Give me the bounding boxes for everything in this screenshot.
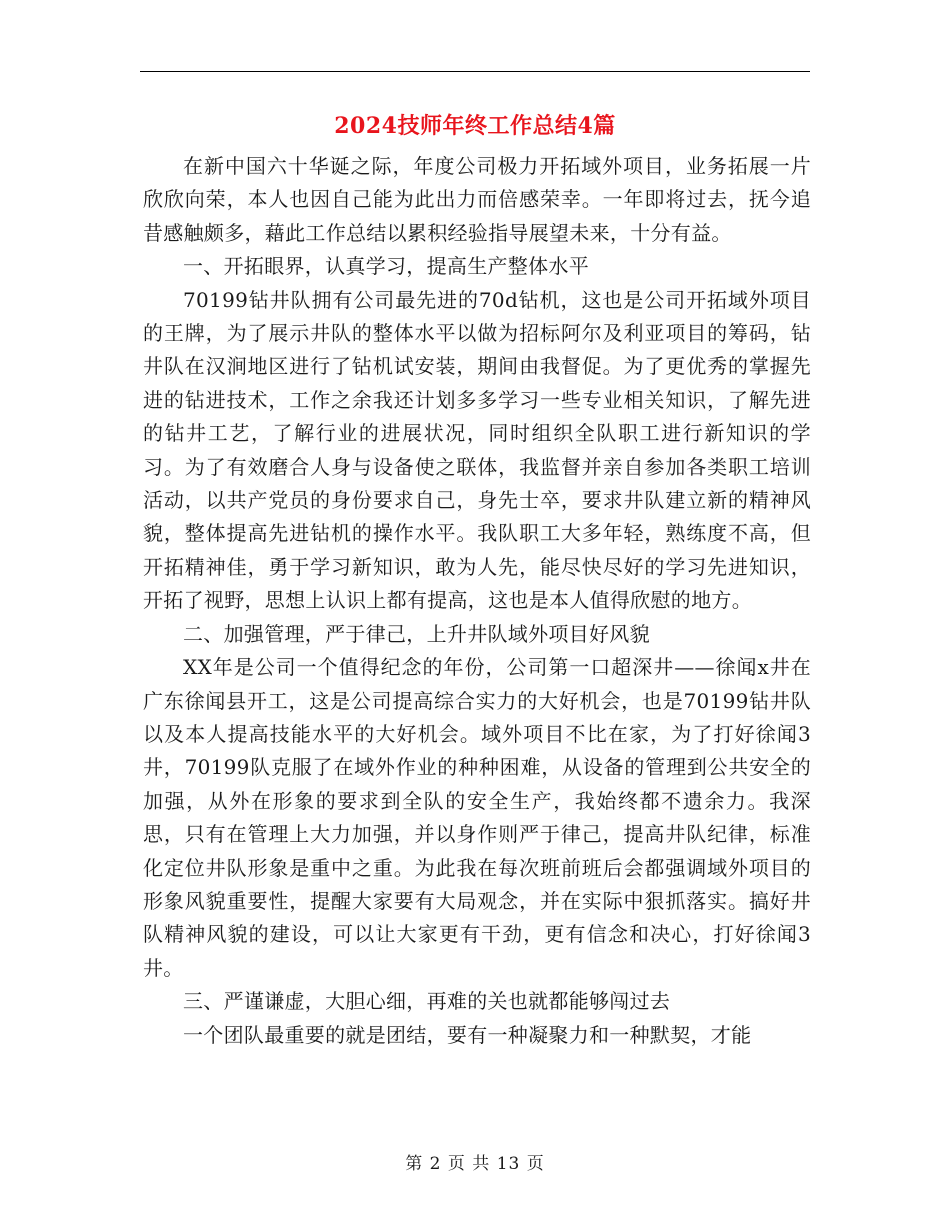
header-rule xyxy=(140,71,810,72)
section-1-paragraph: 70199钻井队拥有公司最先进的70d钻机，这也是公司开拓域外项目的王牌，为了展示井队的整体水平以做为招标阿尔及利亚项目的筹码，钻井队在汉涧地区进行了钻机试安装，期间由我督促。为了更优秀的掌握先进的钻进技术，工作之余我还计划多多学习一些专业相关知识，了解先进的钻井工艺，了解行业的进展状况，同时组织全队职工进行新知识的学习。为了有效磨合人身与设备使之联体，我监督并亲自参加各类职工培训活动，以共产党员的身份要求自己，身先士卒，要求井队建立新的精神风貌，整体提高先进钻机的操作水平。我队职工大多年轻，熟练度不高，但开拓精神佳，勇于学习新知识，敢为人先，能尽快尽好的学习先进知识，开拓了视野，思想上认识上都有提高，这也是本人值得欣慰的地方。 xyxy=(143,287,811,613)
footer-suffix: 页 xyxy=(526,1154,545,1174)
section-3-paragraph: 一个团队最重要的就是团结，要有一种凝聚力和一种默契，才能 xyxy=(183,1022,752,1047)
intro-paragraph: 在新中国六十华诞之际，年度公司极力开拓域外项目，业务拓展一片欣欣向荣，本人也因自己能为此出力而倍感荣幸。一年即将过去，抚今追昔感触颇多，藉此工作总结以累积经验指导展望未来，十分有益。 xyxy=(143,154,811,245)
page-footer xyxy=(140,1152,810,1176)
document-title: 2024技师年终工作总结4篇 xyxy=(334,113,616,139)
current-page-number: 2 xyxy=(429,1154,442,1174)
section-heading-3: 三、严谨谦虚，大胆心细，再难的关也就都能够闯过去 xyxy=(183,989,671,1014)
footer-prefix: 第 xyxy=(405,1154,424,1174)
section-2-paragraph: XX年是公司一个值得纪念的年份，公司第一口超深井——徐闻x井在广东徐闻县开工，这是公司提高综合实力的大好机会，也是70199钻井队以及本人提高技能水平的大好机会。域外项目不比在家，为了打好徐闻3井，70199队克服了在域外作业的种种困难，从设备的管理到公共安全的加强，从外在形象的要求到全队的安全生产，我始终都不遗余力。我深思，只有在管理上大力加强，并以身作则严于律己，提高井队纪律，标准化定位井队形象是重中之重。为此我在每次班前班后会都强调域外项目的形象风貌重要性，提醒大家要有大局观念，并在实际中狠抓落实。搞好井队精神风貌的建设，可以让大家更有干劲，更有信念和决心，打好徐闻3井。 xyxy=(143,655,811,980)
section-heading-1: 一、开拓眼界，认真学习，提高生产整体水平 xyxy=(183,254,589,279)
section-heading-2: 二、加强管理，严于律己，上升井队域外项目好风貌 xyxy=(183,621,650,646)
footer-mid: 页 共 xyxy=(447,1154,491,1174)
document-body xyxy=(143,150,811,1052)
total-page-count: 13 xyxy=(496,1154,521,1174)
